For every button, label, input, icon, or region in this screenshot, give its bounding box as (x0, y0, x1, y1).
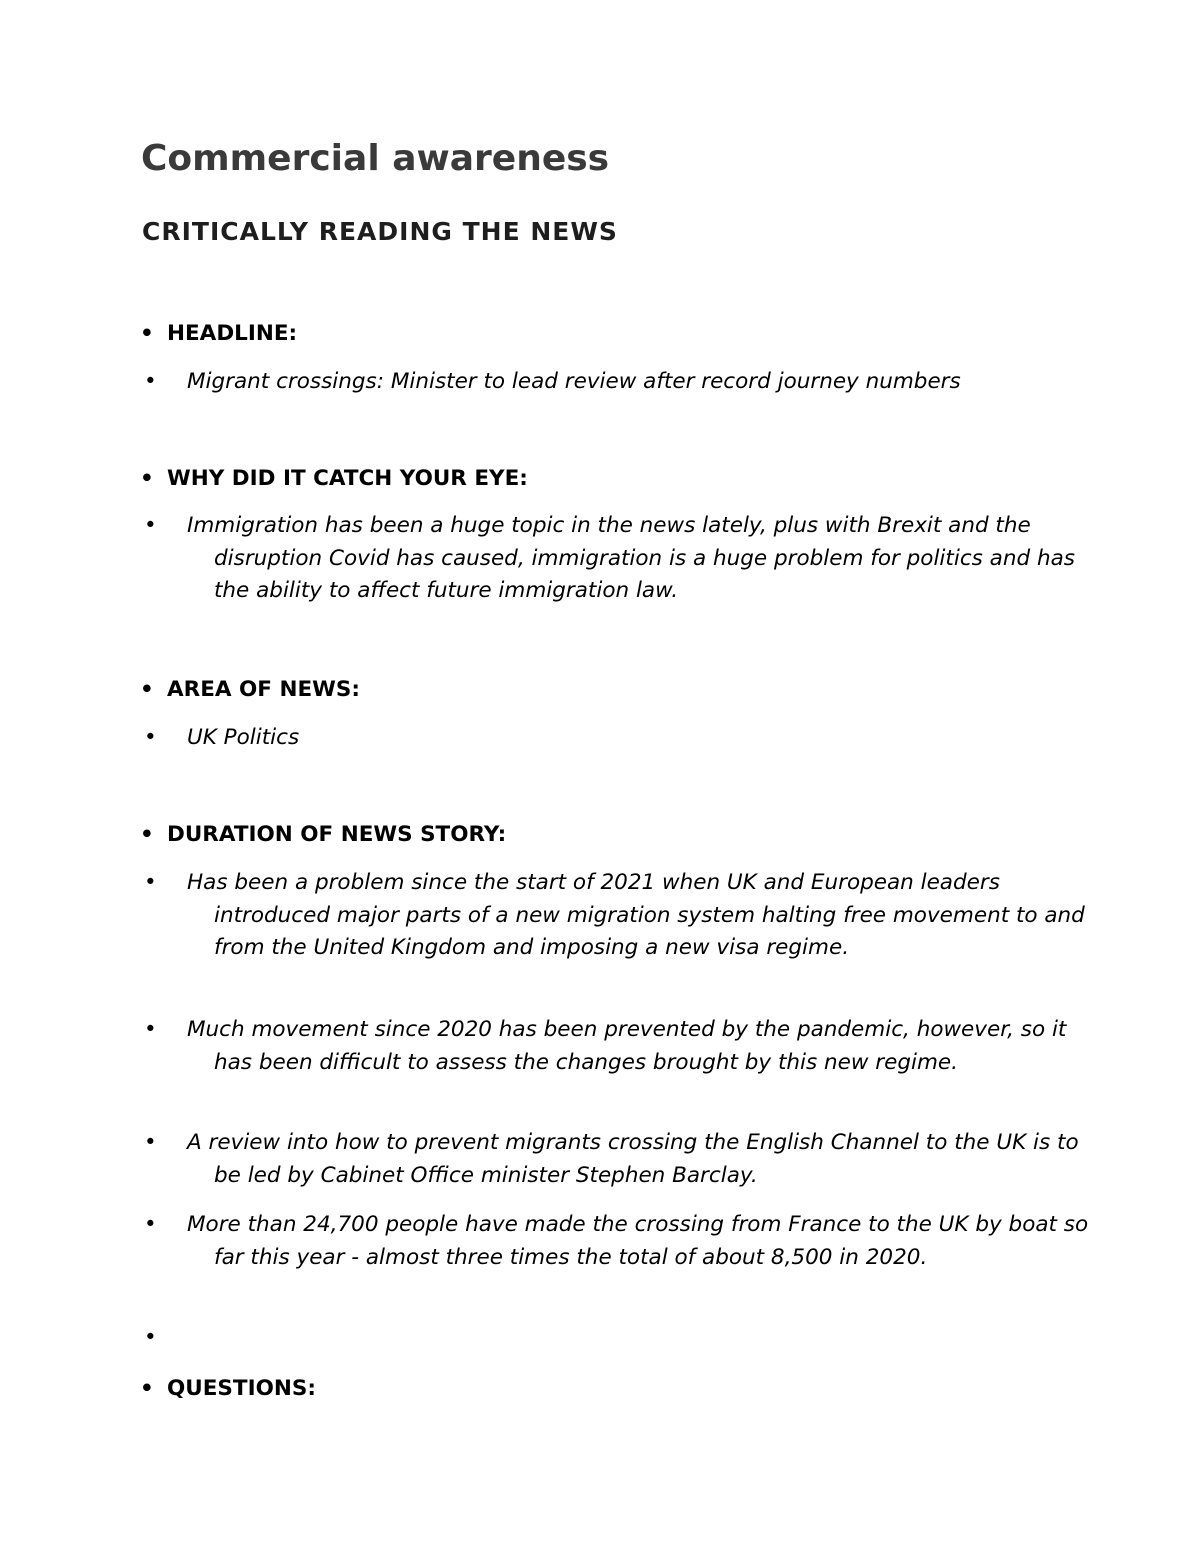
list-item-text: More than 24,700 people have made the crossing from France to the UK by boat so far this year - almost three times the total of about 8,500 in 2020. (187, 1212, 1089, 1270)
list-item (144, 722, 1094, 755)
list-item-text: Migrant crossings: Minister to lead review after record journey numbers (187, 369, 961, 394)
bullet: • (144, 513, 157, 538)
document-subtitle: CRITICALLY READING THE NEWS (142, 217, 618, 246)
section-heading-duration (140, 822, 506, 847)
list-item-text: Immigration has been a huge topic in the news lately, plus with Brexit and the disruption Covid has caused, immigration is a huge problem for politics and has the ability to affect future immigration law. (187, 513, 1075, 603)
list-item (144, 510, 1094, 608)
heading-text: DURATION OF NEWS STORY: (167, 822, 507, 847)
list-item (144, 867, 1094, 965)
section-heading-headline (140, 321, 297, 346)
list-item-text: A review into how to prevent migrants crossing the English Channel to the UK is to be led by Cabinet Office minister Stephen Barclay. (187, 1130, 1079, 1188)
bullet: • (144, 1212, 157, 1237)
list-item-text: Has been a problem since the start of 2021 when UK and European leaders introduced major parts of a new migration system halting free movement to and from the United Kingdom and imposing a new visa regime. (187, 870, 1085, 960)
bullet: • (144, 1017, 157, 1042)
bullet: • (140, 466, 154, 491)
list-item (144, 366, 1094, 399)
bullet: • (144, 1325, 157, 1350)
heading-text: HEADLINE: (167, 321, 298, 346)
list-item (144, 1127, 1094, 1192)
heading-text: AREA OF NEWS: (167, 677, 360, 702)
bullet: • (144, 725, 157, 750)
bullet: • (140, 321, 154, 346)
section-heading-questions (140, 1376, 316, 1401)
bullet: • (140, 677, 154, 702)
bullet: • (144, 870, 157, 895)
list-item (144, 1209, 1094, 1274)
list-item-text: UK Politics (187, 725, 300, 750)
list-item-text: Much movement since 2020 has been prevented by the pandemic, however, so it has been difficult to assess the changes brought by this new regime. (187, 1017, 1067, 1075)
bullet: • (140, 1376, 154, 1401)
bullet: • (144, 1130, 157, 1155)
section-heading-area (140, 677, 360, 702)
bullet: • (140, 822, 154, 847)
document-title: Commercial awareness (141, 138, 610, 179)
heading-text: WHY DID IT CATCH YOUR EYE: (167, 466, 528, 491)
list-item (144, 1014, 1094, 1079)
heading-text: QUESTIONS: (167, 1376, 316, 1401)
section-heading-why-eye (140, 466, 528, 491)
bullet: • (144, 369, 157, 394)
